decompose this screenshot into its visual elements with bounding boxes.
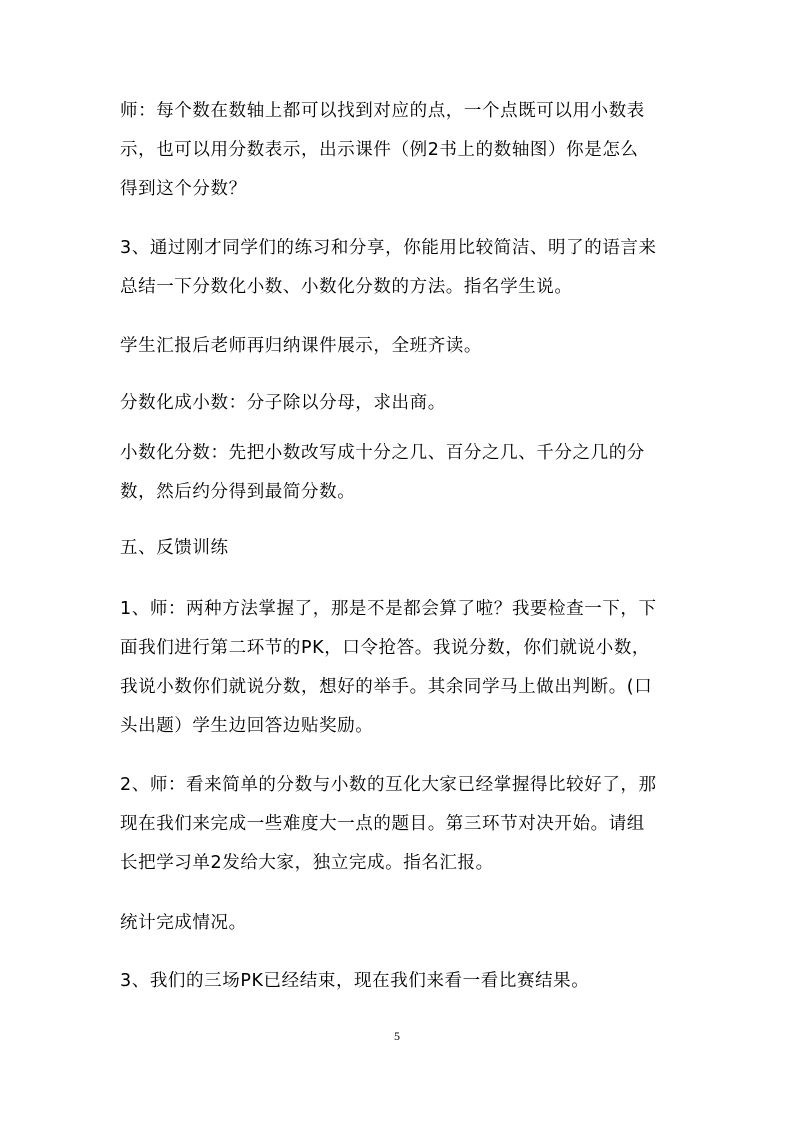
text-line: 我说小数你们就说分数，想好的举手。其余同学马上做出判断。(口 [120,677,653,697]
text-line: 头出题）学生边回答边贴奖励。 [120,716,374,736]
paragraph-results [120,962,680,1001]
paragraph-fraction-to-decimal [120,384,680,423]
text-line: 总结一下分数化小数、小数化分数的方法。指名学生说。 [120,277,573,297]
text-line: 学生汇报后老师再归纳课件展示，全班齐读。 [120,336,482,356]
text-line: 3、我们的三场PK已经结束，现在我们来看一看比赛结果。 [120,971,590,991]
text-line: 数，然后约分得到最简分数。 [120,482,356,502]
text-line: 得到这个分数？ [120,179,247,199]
text-line: 1、师：两种方法掌握了，那是不是都会算了啦？我要检查一下，下 [120,599,657,619]
text-line: 五、反馈训练 [120,538,229,558]
text-line: 师：每个数在数轴上都可以找到对应的点，一个点既可以用小数表 [120,101,645,121]
text-line: 统计完成情况。 [120,913,247,933]
page-number: 5 [394,1029,400,1043]
text-line: 长把学习单2发给大家，独立完成。指名汇报。 [120,853,494,873]
text-line: 分数化成小数：分子除以分母，求出商。 [120,393,446,413]
text-line: 现在我们来完成一些难度大一点的题目。第三环节对决开始。请组 [120,814,645,834]
text-line: 面我们进行第二环节的PK，口令抢答。我说分数，你们就说小数， [120,638,651,658]
paragraph-summary-methods [120,229,680,307]
text-line: 示，也可以用分数表示，出示课件（例2书上的数轴图）你是怎么 [120,140,639,160]
paragraph-quick-response [120,590,680,746]
text-line: 小数化分数：先把小数改写成十分之几、百分之几、千分之几的分 [120,443,645,463]
paragraph-third-round [120,766,680,883]
text-line: 2、师：看来简单的分数与小数的互化大家已经掌握得比较好了，那 [120,775,657,795]
text-line: 3、通过刚才同学们的练习和分享，你能用比较简洁、明了的语言来 [120,238,657,258]
paragraph-teacher-number-line [120,92,680,209]
paragraph-statistics [120,904,680,943]
paragraph-decimal-to-fraction [120,434,680,512]
section-heading-feedback-training [120,529,680,568]
paragraph-student-report [120,327,680,366]
